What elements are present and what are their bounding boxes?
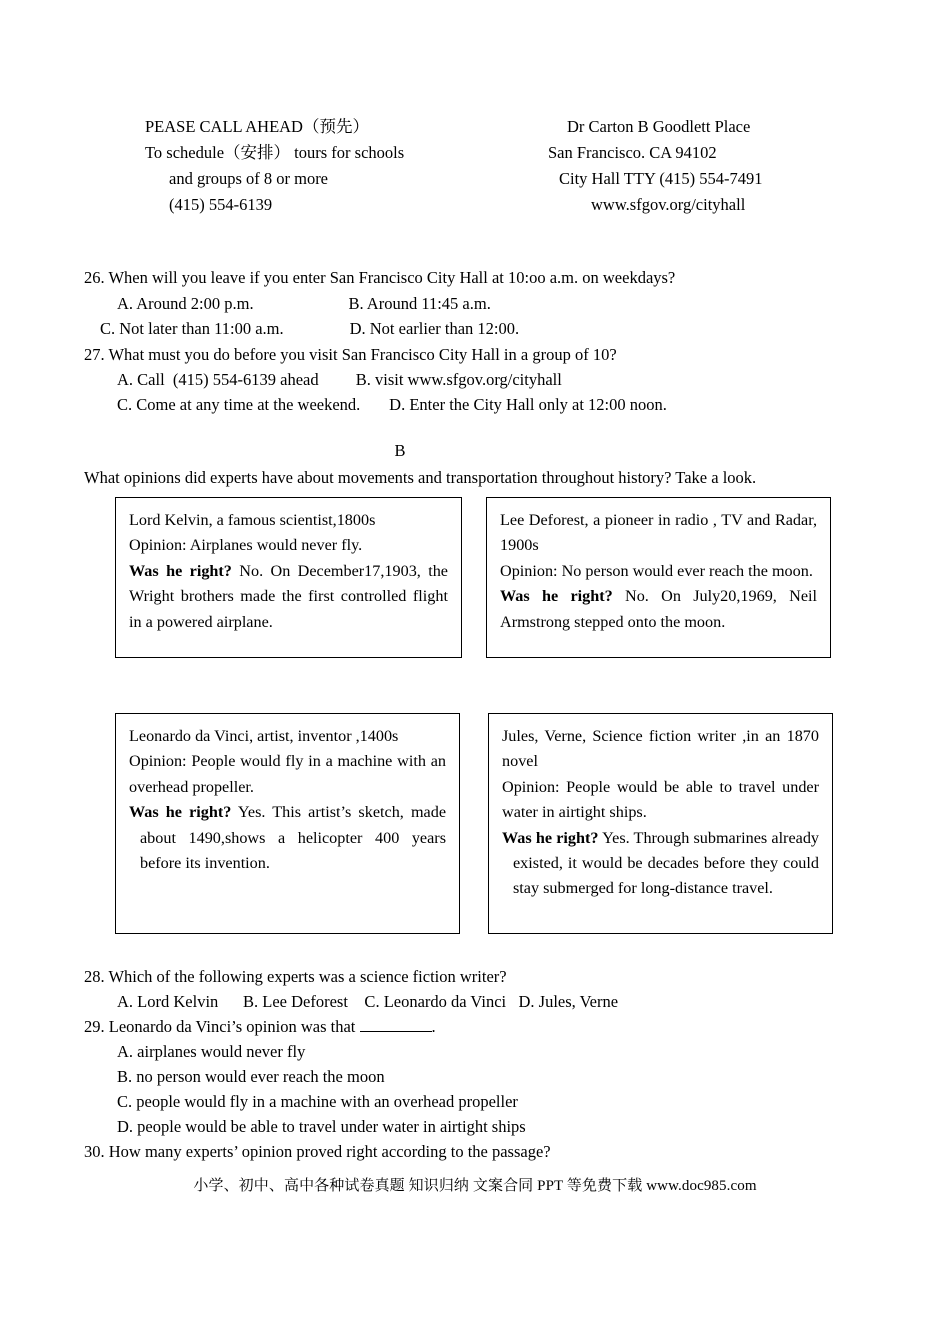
question-29-stem-period: . [431,1017,436,1036]
address-row [145,192,765,218]
expert-davinci-verdict [129,800,446,876]
question-29-answer-blank[interactable] [360,1017,432,1032]
expert-deforest-verdict [500,584,817,635]
expert-box-kelvin [115,497,462,658]
expert-verne-verdict [502,826,819,902]
address-left-line-4: (415) 554-6139 [169,195,273,214]
address-right-line-3: City Hall TTY (415) 554-7491 [559,169,763,188]
expert-verne-line-1: Jules, Verne, Science fiction writer ,in an 1870 novel [502,727,819,771]
address-right-line-2: San Francisco. CA 94102 [548,143,717,162]
expert-kelvin-verdict-text: No. On December17,1903, the Wright brothers made the first controlled flight in a powered airplane. [129,561,448,631]
expert-davinci-verdict-text: Yes. This artist’s sketch, made about 1490,shows a helicopter 400 years before its invention. [140,803,446,873]
question-30-stem: 30. How many experts’ opinion proved right according to the passage? [84,1142,551,1161]
question-27-stem: 27. What must you do before you visit San Francisco City Hall in a group of 10? [84,345,617,364]
section-letter-b: B [394,441,406,460]
question-29-option-d[interactable]: D. people would be able to travel under water in airtight ships [117,1117,526,1136]
header-address-block [145,114,765,218]
address-row [145,114,765,140]
expert-kelvin-line-2: Opinion: Airplanes would never fly. [129,536,363,555]
section-b-intro: What opinions did experts have about movements and transportation throughout history? Take a look. [84,468,757,487]
question-29-option-b[interactable]: B. no person would ever reach the moon [117,1067,385,1086]
expert-davinci-line-1: Leonardo da Vinci, artist, inventor ,1400s [129,727,399,745]
expert-kelvin-verdict-label: Was he right? [129,561,232,580]
question-27-options-row-2[interactable]: C. Come at any time at the weekend. D. Enter the City Hall only at 12:00 noon. [117,395,667,414]
expert-davinci-line-2: Opinion: People would fly in a machine with an overhead propeller. [129,752,446,796]
expert-verne-verdict-label: Was he right? [502,828,599,847]
address-right-line-1: Dr Carton B Goodlett Place [567,117,751,136]
question-29-option-a[interactable]: A. airplanes would never fly [117,1042,306,1061]
expert-deforest-verdict-label: Was he right? [500,587,613,606]
expert-box-davinci [115,713,460,934]
expert-davinci-verdict-label: Was he right? [129,803,232,822]
address-left-line-2: To schedule（安排） tours for schools [145,143,405,162]
expert-deforest-verdict-text: No. On July20,1969, Neil Armstrong stepped onto the moon. [500,587,817,631]
question-29-stem [84,1014,436,1040]
expert-box-deforest [486,497,831,658]
question-29-stem-text: 29. Leonardo da Vinci’s opinion was that [84,1017,360,1036]
question-28-options-row[interactable]: A. Lord Kelvin B. Lee Deforest C. Leonardo da Vinci D. Jules, Verne [117,992,619,1011]
address-row [145,166,765,192]
address-left-line-1: PEASE CALL AHEAD（预先） [145,117,369,136]
question-26-stem: 26. When will you leave if you enter San Francisco City Hall at 10:oo a.m. on weekdays? [84,268,676,287]
page-footer: 小学、初中、高中各种试卷真题 知识归纳 文案合同 PPT 等免费下载 www.doc985.com [193,1178,757,1194]
expert-verne-verdict-text: Yes. Through submarines already existed, it would be decades before they could stay submerged for long-distance travel. [513,828,820,898]
question-29-option-c[interactable]: C. people would fly in a machine with an overhead propeller [117,1092,518,1111]
question-28-stem: 28. Which of the following experts was a science fiction writer? [84,967,507,986]
question-27-options-row-1[interactable]: A. Call (415) 554-6139 ahead B. visit www.sfgov.org/cityhall [117,370,562,389]
address-left-line-3: and groups of 8 or more [169,169,329,188]
address-right-line-4: www.sfgov.org/cityhall [591,195,746,214]
question-26-options-row-1[interactable]: A. Around 2:00 p.m. B. Around 11:45 a.m. [117,294,491,313]
expert-verne-line-2: Opinion: People would be able to travel under water in airtight ships. [502,777,819,822]
expert-deforest-line-2: Opinion: No person would ever reach the moon. [500,561,813,580]
expert-kelvin-verdict [129,559,448,635]
address-row [145,140,765,166]
expert-deforest-line-1: Lee Deforest, a pioneer in radio , TV and Radar, 1900s [500,511,817,555]
expert-kelvin-line-1: Lord Kelvin, a famous scientist,1800s [129,511,376,529]
question-26-options-row-2[interactable]: C. Not later than 11:00 a.m. D. Not earlier than 12:00. [100,319,520,338]
expert-box-verne [488,713,833,934]
